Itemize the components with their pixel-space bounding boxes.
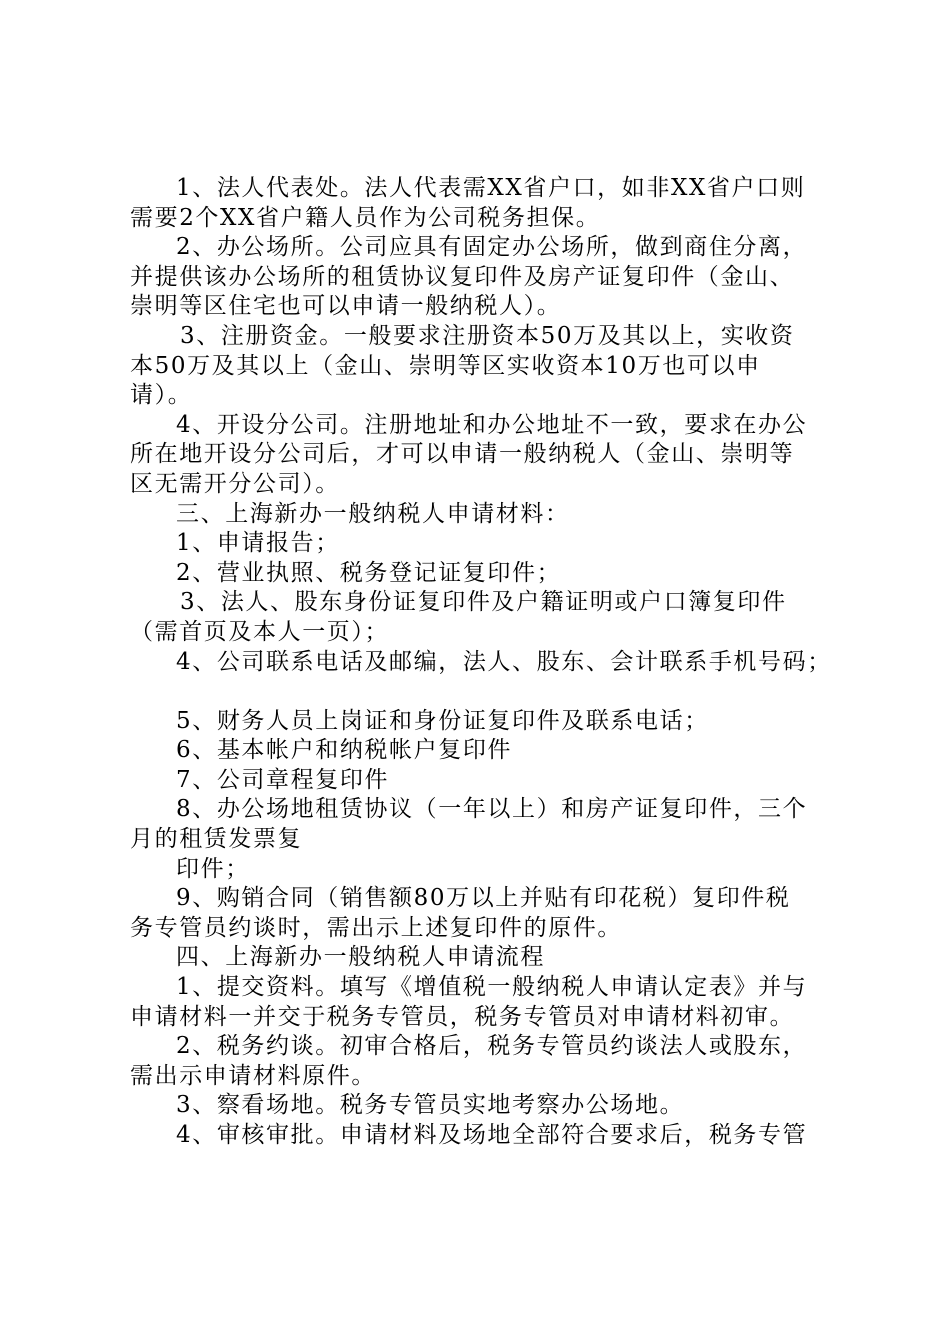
list-item: 8、办公场地租赁协议（一年以上）和房产证复印件，三个 (176, 796, 808, 823)
blank-line (130, 677, 842, 707)
paragraph-line: （需首页及本人一页）； (130, 618, 390, 645)
list-item: 4、审核审批。申请材料及场地全部符合要求后，税务专管 (176, 1122, 808, 1148)
list-item: 6、基本帐户和纳税帐户复印件 (176, 737, 513, 764)
list-item: 4、公司联系电话及邮编，法人、股东、会计联系手机号码； (176, 648, 832, 675)
paragraph-line: 并提供该办公场所的租赁协议复印件及房产证复印件（金山、 (130, 263, 795, 290)
list-item: 1、申请报告； (176, 530, 340, 557)
paragraph-line: 2、办公场所。公司应具有固定办公场所，做到商住分离， (176, 234, 808, 261)
list-item: 9、购销合同（销售额80万以上并贴有印花税）复印件税 (176, 885, 791, 912)
paragraph-line: 印件； (176, 855, 250, 882)
list-item: 1、提交资料。填写《增值税一般纳税人申请认定表》并与 (176, 974, 808, 1001)
paragraph-line: 区无需开分公司）。 (130, 470, 340, 497)
list-item: 7、公司章程复印件 (176, 766, 390, 793)
document-body (130, 174, 842, 1151)
paragraph-line: 崇明等区住宅也可以申请一般纳税人）。 (130, 293, 562, 320)
list-item: 3、察看场地。税务专管员实地考察办公场地。 (176, 1092, 685, 1119)
paragraph-line: 3、注册资金。一般要求注册资本50万及其以上，实收资 (180, 322, 795, 349)
paragraph-line: 4、开设分公司。注册地址和办公地址不一致，要求在办公 (176, 411, 808, 438)
paragraph-line: 1、法人代表处。法人代表需XX省户口，如非XX省户口则 (176, 175, 806, 201)
section-heading: 三、上海新办一般纳税人申请材料： (176, 500, 570, 527)
list-item: 3、法人、股东身份证复印件及户籍证明或户口簿复印件 (180, 589, 787, 616)
paragraph-line: 所在地开设分公司后，才可以申请一般纳税人（金山、崇明等 (130, 441, 795, 468)
paragraph-line: 需出示申请材料原件。 (130, 1062, 376, 1089)
section-heading: 四、上海新办一般纳税人申请流程 (176, 944, 545, 971)
list-item: 2、税务约谈。初审合格后，税务专管员约谈法人或股东， (176, 1033, 808, 1060)
paragraph-line: 月的租赁发票复 (130, 826, 303, 853)
paragraph-line: 务专管员约谈时，需出示上述复印件的原件。 (130, 914, 622, 941)
paragraph-line: 申请材料一并交于税务专管员，税务专管员对申请材料初审。 (130, 1003, 795, 1030)
paragraph-line: 请）。 (130, 382, 193, 409)
list-item: 5、财务人员上岗证和身份证复印件及联系电话； (176, 707, 709, 734)
paragraph-line: 本50万及其以上（金山、崇明等区实收资本10万也可以申 (130, 352, 761, 379)
paragraph-line: 需要2个XX省户籍人员作为公司税务担保。 (130, 204, 601, 231)
list-item: 2、营业执照、税务登记证复印件； (176, 559, 562, 586)
